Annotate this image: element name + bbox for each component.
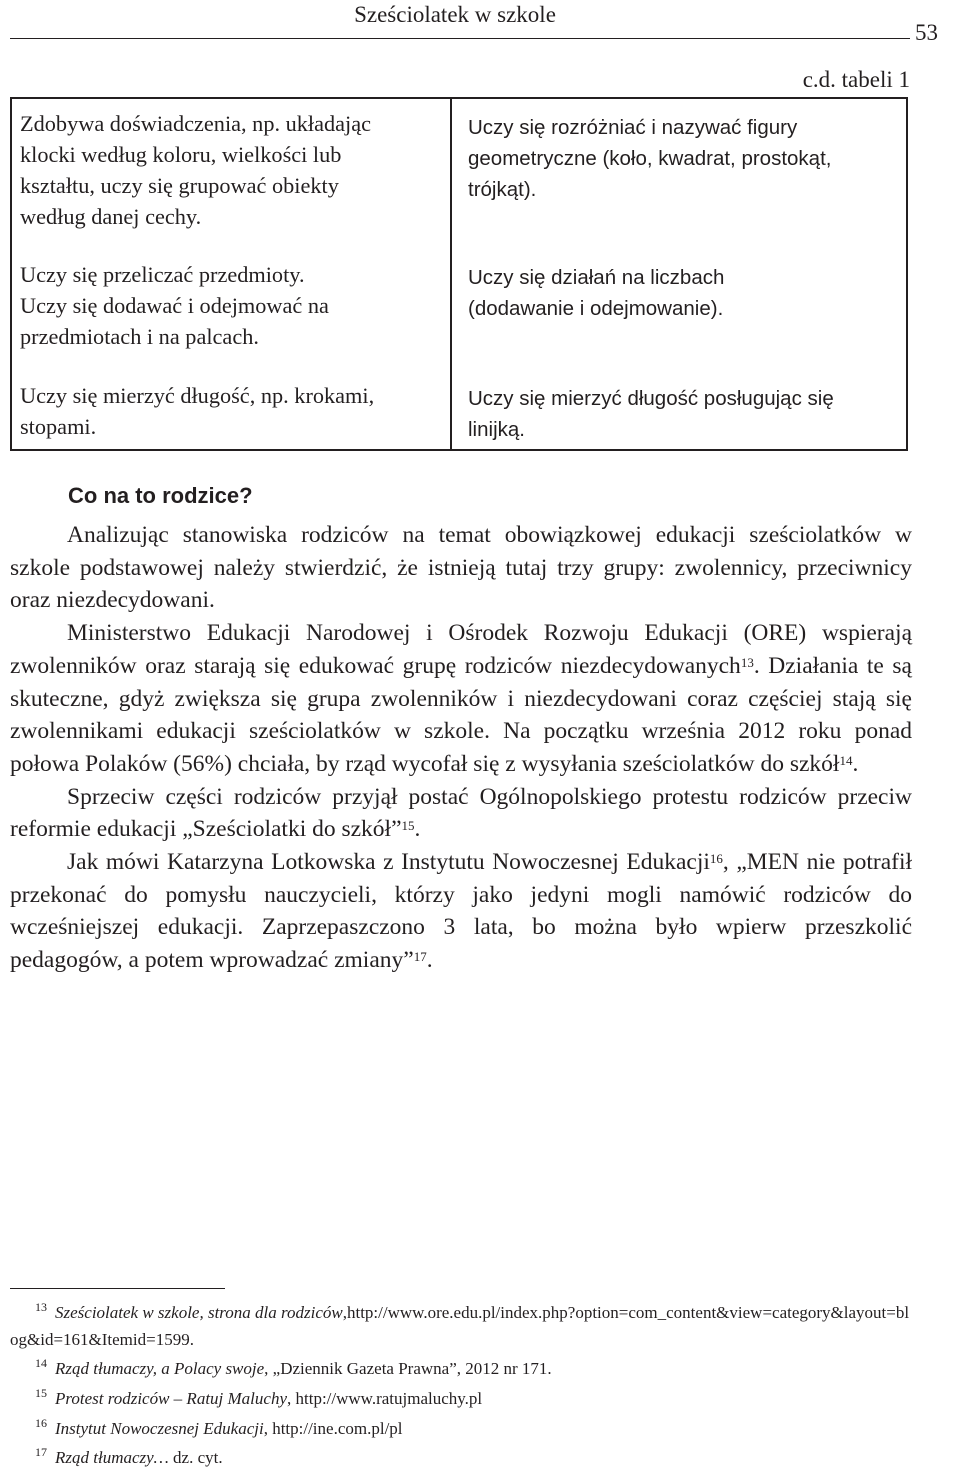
footnote-number: 13	[35, 1300, 47, 1314]
text-run: .	[426, 947, 433, 974]
page-number: 53	[915, 20, 938, 45]
table-cell-left-3	[20, 380, 445, 442]
table-cell-left-1	[20, 108, 445, 232]
table-cell-line: klocki według koloru, wielkości lub	[20, 142, 342, 167]
table-cell-line: Zdobywa doświadczenia, np. układając	[20, 111, 372, 136]
footnote-ref: 17	[413, 949, 427, 965]
table-cell-right-1	[468, 112, 906, 205]
footnote-text: ,http://www.ore.edu.pl/index.php?option=com_content&view=category&layout=blog&id=161&Itemid=1599.	[10, 1303, 910, 1349]
table-column-divider	[450, 97, 452, 451]
footnote-title: Instytut Nowoczesnej Edukacji	[55, 1419, 264, 1438]
table-cell-right-2	[468, 262, 906, 324]
table-cell-line: Uczy się działań na liczbach	[468, 266, 725, 289]
footnote-text: , http://www.ratujmaluchy.pl	[287, 1389, 483, 1408]
table-cell-right-3	[468, 383, 906, 445]
footnote-ref: 13	[740, 654, 754, 670]
text-run: .	[414, 816, 421, 843]
table-continuation-label: c.d. tabeli 1	[802, 67, 910, 92]
text-run: Sprzeciw części rodziców przyjął postać Ogólnopolskiego protestu rodziców przeciw reformie edukacji „Sześciolatki do szkół”	[10, 783, 912, 843]
table-cell-line: przedmiotach i na palcach.	[20, 324, 259, 349]
table-cell-line: geometryczne (koło, kwadrat, prostokąt,	[468, 147, 832, 170]
table-cell-line: linijką.	[468, 418, 525, 441]
section-heading: Co na to rodzice?	[68, 483, 253, 508]
footnote-ref: 14	[839, 752, 853, 768]
footnote-ref: 15	[401, 818, 415, 834]
text-run: Jak mówi Katarzyna Lotkowska z Instytutu Nowoczesnej Edukacji	[67, 849, 710, 876]
footnote-13	[10, 1299, 910, 1353]
footnote-ref: 16	[709, 851, 723, 867]
paragraph-2	[10, 617, 912, 781]
paragraph-1: Analizując stanowiska rodziców na temat obowiązkowej edukacji sześciolatków w szkole podstawowej należy stwierdzić, że istnieją tutaj trzy grupy: zwolennicy, przeciwnicy oraz niezdecydowani.	[10, 522, 912, 614]
table-cell-left-2	[20, 259, 445, 352]
table-cell-line: według danej cechy.	[20, 204, 202, 229]
footnote-title: Protest rodziców – Ratuj Maluchy	[55, 1389, 287, 1408]
text-run: . Działania te są skuteczne, gdyż zwiększa się grupa zwolenników i niezdecydowani coraz częściej stają się zwolennikami edukacji sześciolatków w szkole. Na początku września 2012 roku ponad połowa Polaków (56%) chciała, by rząd wycofał się z wysyłania sześciolatków do szkół	[10, 652, 912, 777]
text-run: , „MEN nie potrafił przekonać do pomysłu nauczycieli, którzy jako jedyni mogli namówić rodziców do wcześniejszej edukacji. Zaprzepaszczono 3 lata, bo można było wpierw przeszkolić pedagogów, a potem wprowadzać zmiany”	[10, 849, 913, 974]
text-run: Ministerstwo Edukacji Narodowej i Ośrodek Rozwoju Edukacji (ORE) wspierają zwolenników oraz starają się edukować grupę rodziców niezdecydowanych	[10, 620, 912, 679]
table-cell-line: Uczy się przeliczać przedmioty.	[20, 262, 305, 287]
body-text	[10, 519, 912, 977]
footnote-number: 14	[35, 1356, 47, 1370]
header-rule	[10, 38, 910, 39]
paragraph-3	[10, 781, 912, 846]
footnote-16	[10, 1415, 910, 1442]
table-cell-line: Uczy się dodawać i odejmować na	[20, 293, 329, 318]
footnote-14	[10, 1355, 910, 1382]
table-cell-line: kształtu, uczy się grupować obiekty	[20, 173, 339, 198]
footnote-rule	[10, 1288, 225, 1289]
text-run: .	[852, 750, 859, 777]
footnote-title: Rząd tłumaczy, a Polacy swoje	[55, 1359, 265, 1378]
footnote-number: 16	[35, 1416, 47, 1430]
table-cell-line: (dodawanie i odejmowanie).	[468, 297, 724, 320]
footnote-title: Sześciolatek w szkole, strona dla rodziców	[55, 1303, 343, 1322]
table-cell-line: stopami.	[20, 414, 97, 439]
footnote-text: , http://ine.com.pl/pl	[263, 1419, 403, 1438]
footnote-number: 15	[35, 1386, 47, 1400]
footnote-17	[10, 1444, 910, 1471]
table-cell-line: Uczy się mierzyć długość posługując się	[468, 387, 834, 410]
table-cell-line: Uczy się rozróżniać i nazywać figury	[468, 116, 798, 139]
footnote-text: dz. cyt.	[168, 1448, 223, 1467]
running-header: Sześciolatek w szkole	[354, 2, 556, 27]
footnote-15	[10, 1385, 910, 1412]
footnote-title: Rząd tłumaczy…	[55, 1448, 169, 1467]
paragraph-4	[10, 846, 912, 977]
footnote-text: , „Dziennik Gazeta Prawna”, 2012 nr 171.	[264, 1359, 552, 1378]
table-cell-line: Uczy się mierzyć długość, np. krokami,	[20, 383, 375, 408]
table-cell-line: trójkąt).	[468, 178, 537, 201]
footnote-number: 17	[35, 1445, 47, 1459]
